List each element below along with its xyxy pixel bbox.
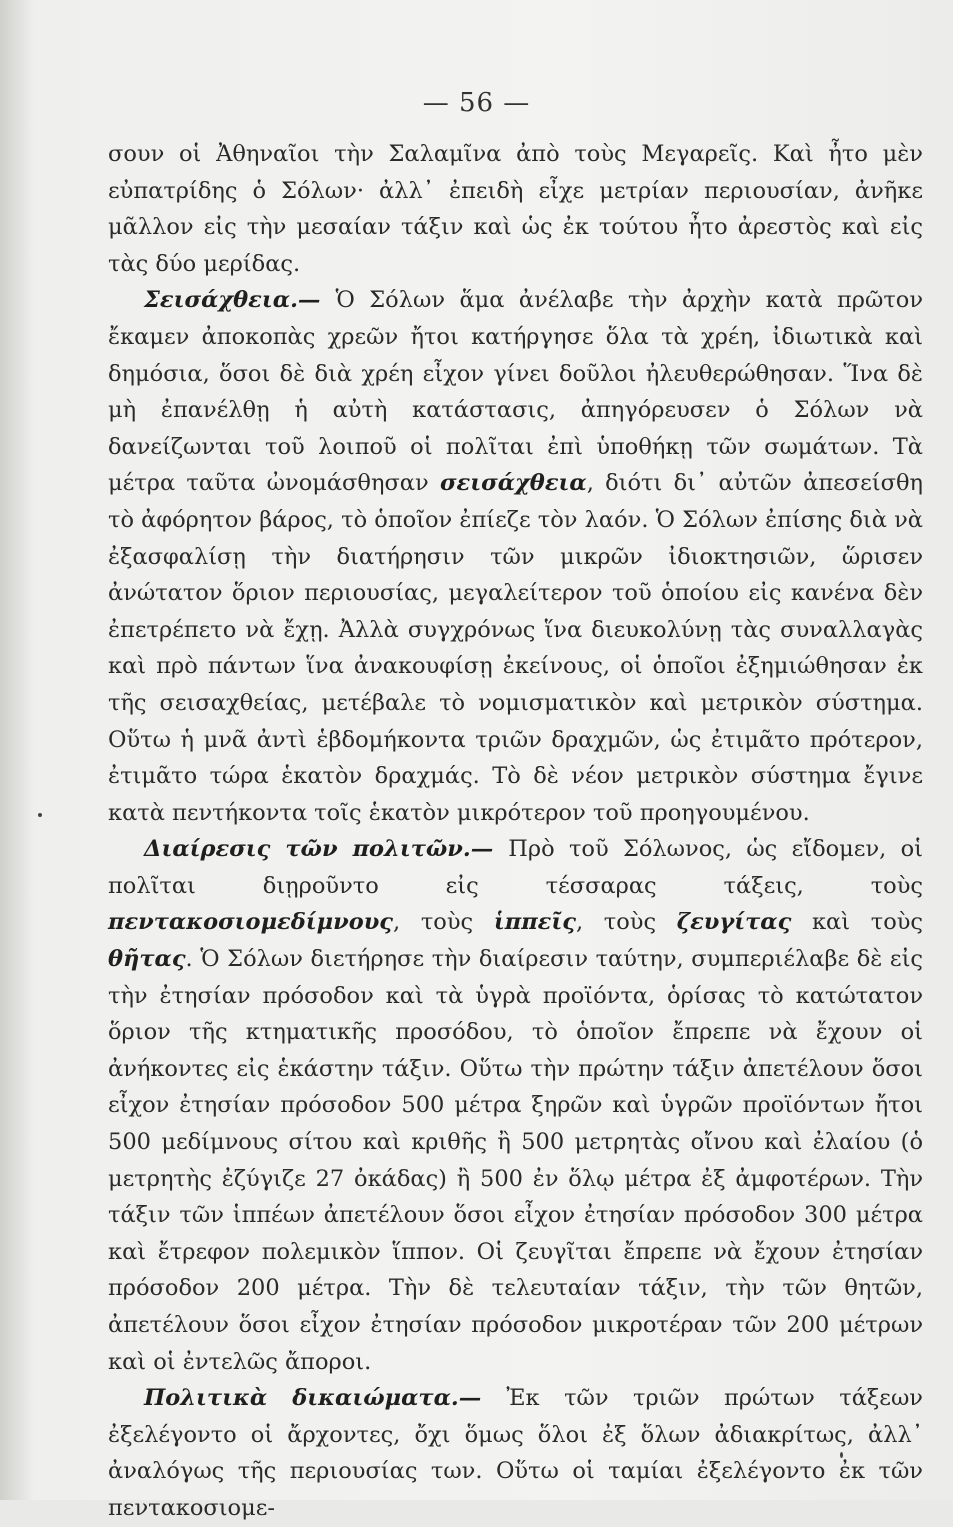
paragraph	[108, 831, 923, 1380]
section-heading: Πολιτικὰ δικαιώματα.—	[144, 1385, 507, 1412]
print-speck	[38, 813, 42, 817]
text-run: Ἐκ τῶν τριῶν πρώτων τάξεων ἐξελέγοντο οἱ ἄρχοντες, ὄχι ὅμως ὅλοι ἐξ ὅλων ἀδιακρίτως, ἀλλ᾿ ἀναλόγως τῆς περιουσίας των. Οὕτω οἱ ταμίαι ἐξελέγοντο ἐκ τῶν πεντακοσιομε-	[108, 1385, 923, 1521]
text-run: Πρὸ τοῦ Σόλωνος, ὡς εἴδομεν, οἱ πολῖται διῃροῦντο εἰς τέσσαρας τάξεις, τοὺς	[108, 836, 923, 899]
body-text	[108, 136, 923, 1527]
text-run: Ὁ Σόλων ἅμα ἀνέλαβε τὴν ἀρχὴν κατὰ πρῶτον ἔκαμεν ἀποκοπὰς χρεῶν ἤτοι κατήργησε ὅλα τὰ χρέη, ἰδιωτικὰ καὶ δημόσια, ὅσοι δὲ διὰ χρέη εἶχον γίνει δοῦλοι ἠλευθερώθησαν. Ἵνα δὲ μὴ ἐπανέλθῃ ἡ αὐτὴ κατάστασις, ἀπηγόρευσεν ὁ Σόλων νὰ δανείζωνται τοῦ λοιποῦ οἱ πολῖται ἐπὶ ὑποθήκῃ τῶν σωμάτων. Τὰ μέτρα ταῦτα ὠνομάσθησαν	[108, 287, 923, 497]
section-heading: Διαίρεσις τῶν πολιτῶν.—	[144, 836, 509, 863]
paragraph	[108, 136, 923, 282]
emphasized-term: ζευγίτας	[676, 909, 792, 936]
text-run: , διότι δι᾿ αὐτῶν ἀπεσείσθη τὸ ἀφόρητον βάρος, τὸ ὁποῖον ἐπίεζε τὸν λαόν. Ὁ Σόλων ἐπίσης διὰ νὰ ἐξασφαλίσῃ τὴν διατήρησιν τῶν μικρῶν ἰδιοκτησιῶν, ὥρισεν ἀνώτατον ὅριον περιουσίας, μεγαλείτερον τοῦ ὁποίου εἰς κανένα δὲν ἐπετρέπετο νὰ ἔχῃ. Ἀλλὰ συγχρόνως ἵνα διευκολύνῃ τὰς συναλλαγὰς καὶ πρὸ πάντων ἵνα ἀνακουφίσῃ ἐκείνους, οἱ ὁποῖοι ἐξημιώθησαν ἐκ τῆς σεισαχθείας, μετέβαλε τὸ νομισματικὸν καὶ μετρικὸν σύστημα. Οὕτω ἡ μνᾶ ἀντὶ ἑβδομήκοντα τριῶν δραχμῶν, ὡς ἐτιμᾶτο πρότερον, ἐτιμᾶτο τώρα ἑκατὸν δραχμάς. Τὸ δὲ νέον μετρικὸν σύστημα ἔγινε κατὰ πεντήκοντα τοῖς ἑκατὸν μικρότερον τοῦ προηγουμένου.	[108, 470, 923, 826]
paragraph	[108, 1380, 923, 1526]
page-number: — 56 —	[422, 88, 531, 118]
text-run: καὶ τοὺς	[791, 909, 924, 936]
emphasized-term: ἱππεῖς	[493, 909, 576, 936]
emphasized-term: σεισάχθεια	[439, 470, 587, 497]
text-run: , τοὺς	[575, 909, 677, 936]
text-run: . Ὁ Σόλων διετήρησε τὴν διαίρεσιν ταύτην, συμπεριέλαβε δὲ εἰς τὴν ἐτησίαν πρόσοδον καὶ τὰ ὑγρὰ προϊόντα, ὁρίσας τὸ κατώτατον ὅριον τῆς κτηματικῆς προσόδου, τὸ ὁποῖον ἔπρεπε νὰ ἔχουν οἱ ἀνήκοντες εἰς ἑκάστην τάξιν. Οὕτω τὴν πρώτην τάξιν ἀπετέλουν ὅσοι εἶχον ἐτησίαν πρόσοδον 500 μέτρα ξηρῶν καὶ ὑγρῶν προϊόντων ἤτοι 500 μεδίμνους σίτου καὶ κριθῆς ἢ 500 μετρητὰς οἴνου καὶ ἐλαίου (ὁ μετρητὴς ἐζύγιζε 27 ὀκάδας) ἢ 500 ἐν ὅλῳ μέτρα ἐξ ἀμφοτέρων. Τὴν τάξιν τῶν ἱππέων ἀπετέλουν ὅσοι εἶχον ἐτησίαν πρόσοδον 300 μέτρα καὶ ἔτρεφον πολεμικὸν ἵππον. Οἱ ζευγῖται ἔπρεπε νὰ ἔχουν ἐτησίαν πρόσοδον 200 μέτρα. Τὴν δὲ τελευταίαν τάξιν, τὴν τῶν θητῶν, ἀπετέλουν ὅσοι εἶχον ἐτησίαν πρόσοδον μικροτέραν τῶν 200 μέτρων καὶ οἱ ἐντελῶς ἄποροι.	[108, 946, 923, 1375]
section-heading: Σεισάχθεια.—	[144, 287, 336, 314]
print-speck	[840, 1452, 843, 1458]
text-run: , τοὺς	[393, 909, 494, 936]
emphasized-term: πεντακοσιομεδίμνους	[108, 909, 394, 936]
emphasized-term: θῆτας	[108, 946, 186, 973]
text-run: σουν οἱ Ἀθηναῖοι τὴν Σαλαμῖνα ἀπὸ τοὺς Μεγαρεῖς. Καὶ ἦτο μὲν εὐπατρίδης ὁ Σόλων· ἀλλ᾿ ἐπειδὴ εἶχε μετρίαν περιουσίαν, ἀνῆκε μᾶλλον εἰς τὴν μεσαίαν τάξιν καὶ ὡς ἐκ τούτου ἦτο ἀρεστὸς καὶ εἰς τὰς δύο μερίδας.	[108, 141, 923, 277]
paragraph	[108, 282, 923, 831]
